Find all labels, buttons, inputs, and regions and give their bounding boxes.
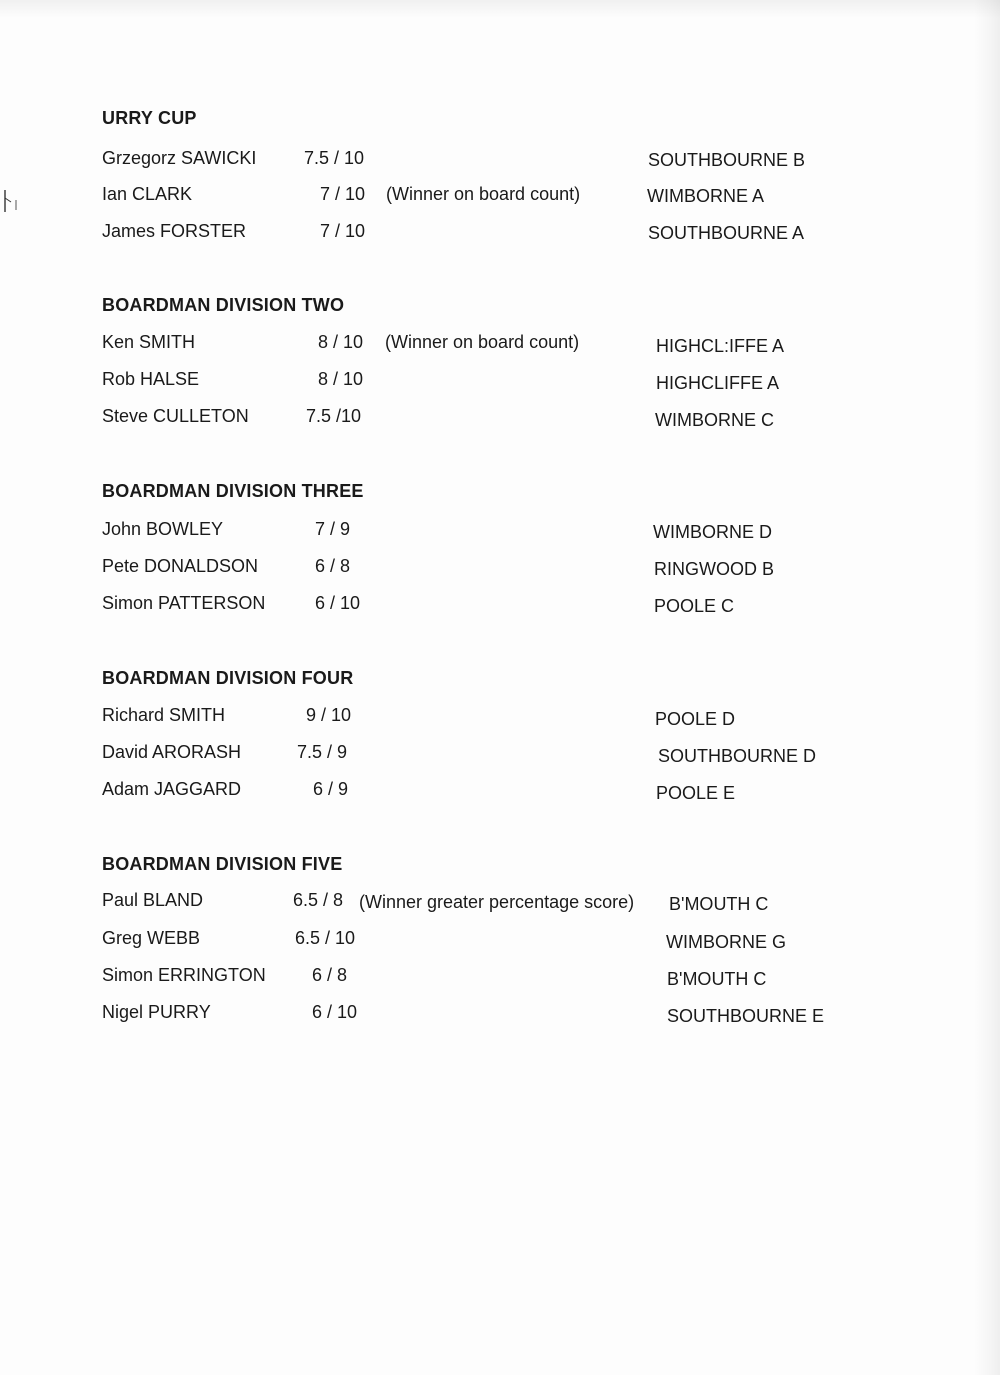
result-row <box>0 406 1000 430</box>
result-row <box>0 1002 1000 1026</box>
result-note: (Winner greater percentage score) <box>359 892 635 912</box>
player-name: Paul BLAND <box>102 890 204 910</box>
player-score: 7 / 10 <box>320 184 366 204</box>
section-heading: BOARDMAN DIVISION TWO <box>102 295 345 315</box>
player-score: 8 / 10 <box>318 369 364 389</box>
section-heading: URRY CUP <box>102 108 197 128</box>
player-team: HIGHCL:IFFE A <box>656 336 785 356</box>
player-score: 6.5 / 10 <box>295 928 356 948</box>
player-team: SOUTHBOURNE E <box>667 1006 825 1026</box>
player-score: 6 / 9 <box>313 779 349 799</box>
result-row <box>0 742 1000 766</box>
player-score: 8 / 10 <box>318 332 364 352</box>
result-row <box>0 369 1000 393</box>
player-score: 6 / 10 <box>312 1002 358 1022</box>
player-team: HIGHCLIFFE A <box>656 373 780 393</box>
player-team: POOLE C <box>654 596 735 616</box>
player-name: John BOWLEY <box>102 519 224 539</box>
player-name: Richard SMITH <box>102 705 226 725</box>
result-note: (Winner on board count) <box>385 332 580 352</box>
player-team: WIMBORNE A <box>647 186 765 206</box>
player-name: Grzegorz SAWICKI <box>102 148 257 168</box>
player-team: WIMBORNE G <box>666 932 786 952</box>
result-row <box>0 593 1000 617</box>
result-row <box>0 890 1000 914</box>
player-team: WIMBORNE D <box>653 522 772 542</box>
result-note: (Winner on board count) <box>386 184 581 204</box>
player-score: 7.5 /10 <box>306 406 362 426</box>
result-row <box>0 148 1000 172</box>
player-team: SOUTHBOURNE D <box>658 746 817 766</box>
player-team: B'MOUTH C <box>667 969 767 989</box>
result-row <box>0 184 1000 208</box>
player-name: Pete DONALDSON <box>102 556 259 576</box>
player-score: 7 / 10 <box>320 221 366 241</box>
player-score: 6.5 / 8 <box>293 890 344 910</box>
player-team: RINGWOOD B <box>654 559 774 579</box>
section-heading: BOARDMAN DIVISION FIVE <box>102 854 343 874</box>
result-row <box>0 779 1000 803</box>
player-name: Steve CULLETON <box>102 406 249 426</box>
player-name: Ian CLARK <box>102 184 193 204</box>
scan-shadow-top <box>0 0 1000 18</box>
player-name: Adam JAGGARD <box>102 779 242 799</box>
player-name: James FORSTER <box>102 221 247 241</box>
player-name: Ken SMITH <box>102 332 196 352</box>
result-row <box>0 965 1000 989</box>
player-team: POOLE E <box>656 783 736 803</box>
player-name: Nigel PURRY <box>102 1002 211 1022</box>
player-team: SOUTHBOURNE B <box>648 150 806 170</box>
result-row <box>0 332 1000 356</box>
player-name: Simon ERRINGTON <box>102 965 266 985</box>
player-score: 6 / 8 <box>312 965 348 985</box>
result-row <box>0 556 1000 580</box>
player-team: SOUTHBOURNE A <box>648 223 805 243</box>
player-team: POOLE D <box>655 709 736 729</box>
player-score: 6 / 8 <box>315 556 351 576</box>
player-score: 7.5 / 10 <box>304 148 365 168</box>
result-row <box>0 221 1000 245</box>
result-row <box>0 928 1000 952</box>
player-team: WIMBORNE C <box>655 410 774 430</box>
player-name: Simon PATTERSON <box>102 593 266 613</box>
player-score: 6 / 10 <box>315 593 361 613</box>
player-score: 7 / 9 <box>315 519 351 539</box>
player-name: David ARORASH <box>102 742 242 762</box>
player-name: Rob HALSE <box>102 369 200 389</box>
section-heading: BOARDMAN DIVISION THREE <box>102 481 364 501</box>
result-row <box>0 519 1000 543</box>
player-name: Greg WEBB <box>102 928 201 948</box>
section-heading: BOARDMAN DIVISION FOUR <box>102 668 354 688</box>
player-score: 9 / 10 <box>306 705 352 725</box>
player-team: B'MOUTH C <box>669 894 769 914</box>
result-row <box>0 705 1000 729</box>
player-score: 7.5 / 9 <box>297 742 348 762</box>
